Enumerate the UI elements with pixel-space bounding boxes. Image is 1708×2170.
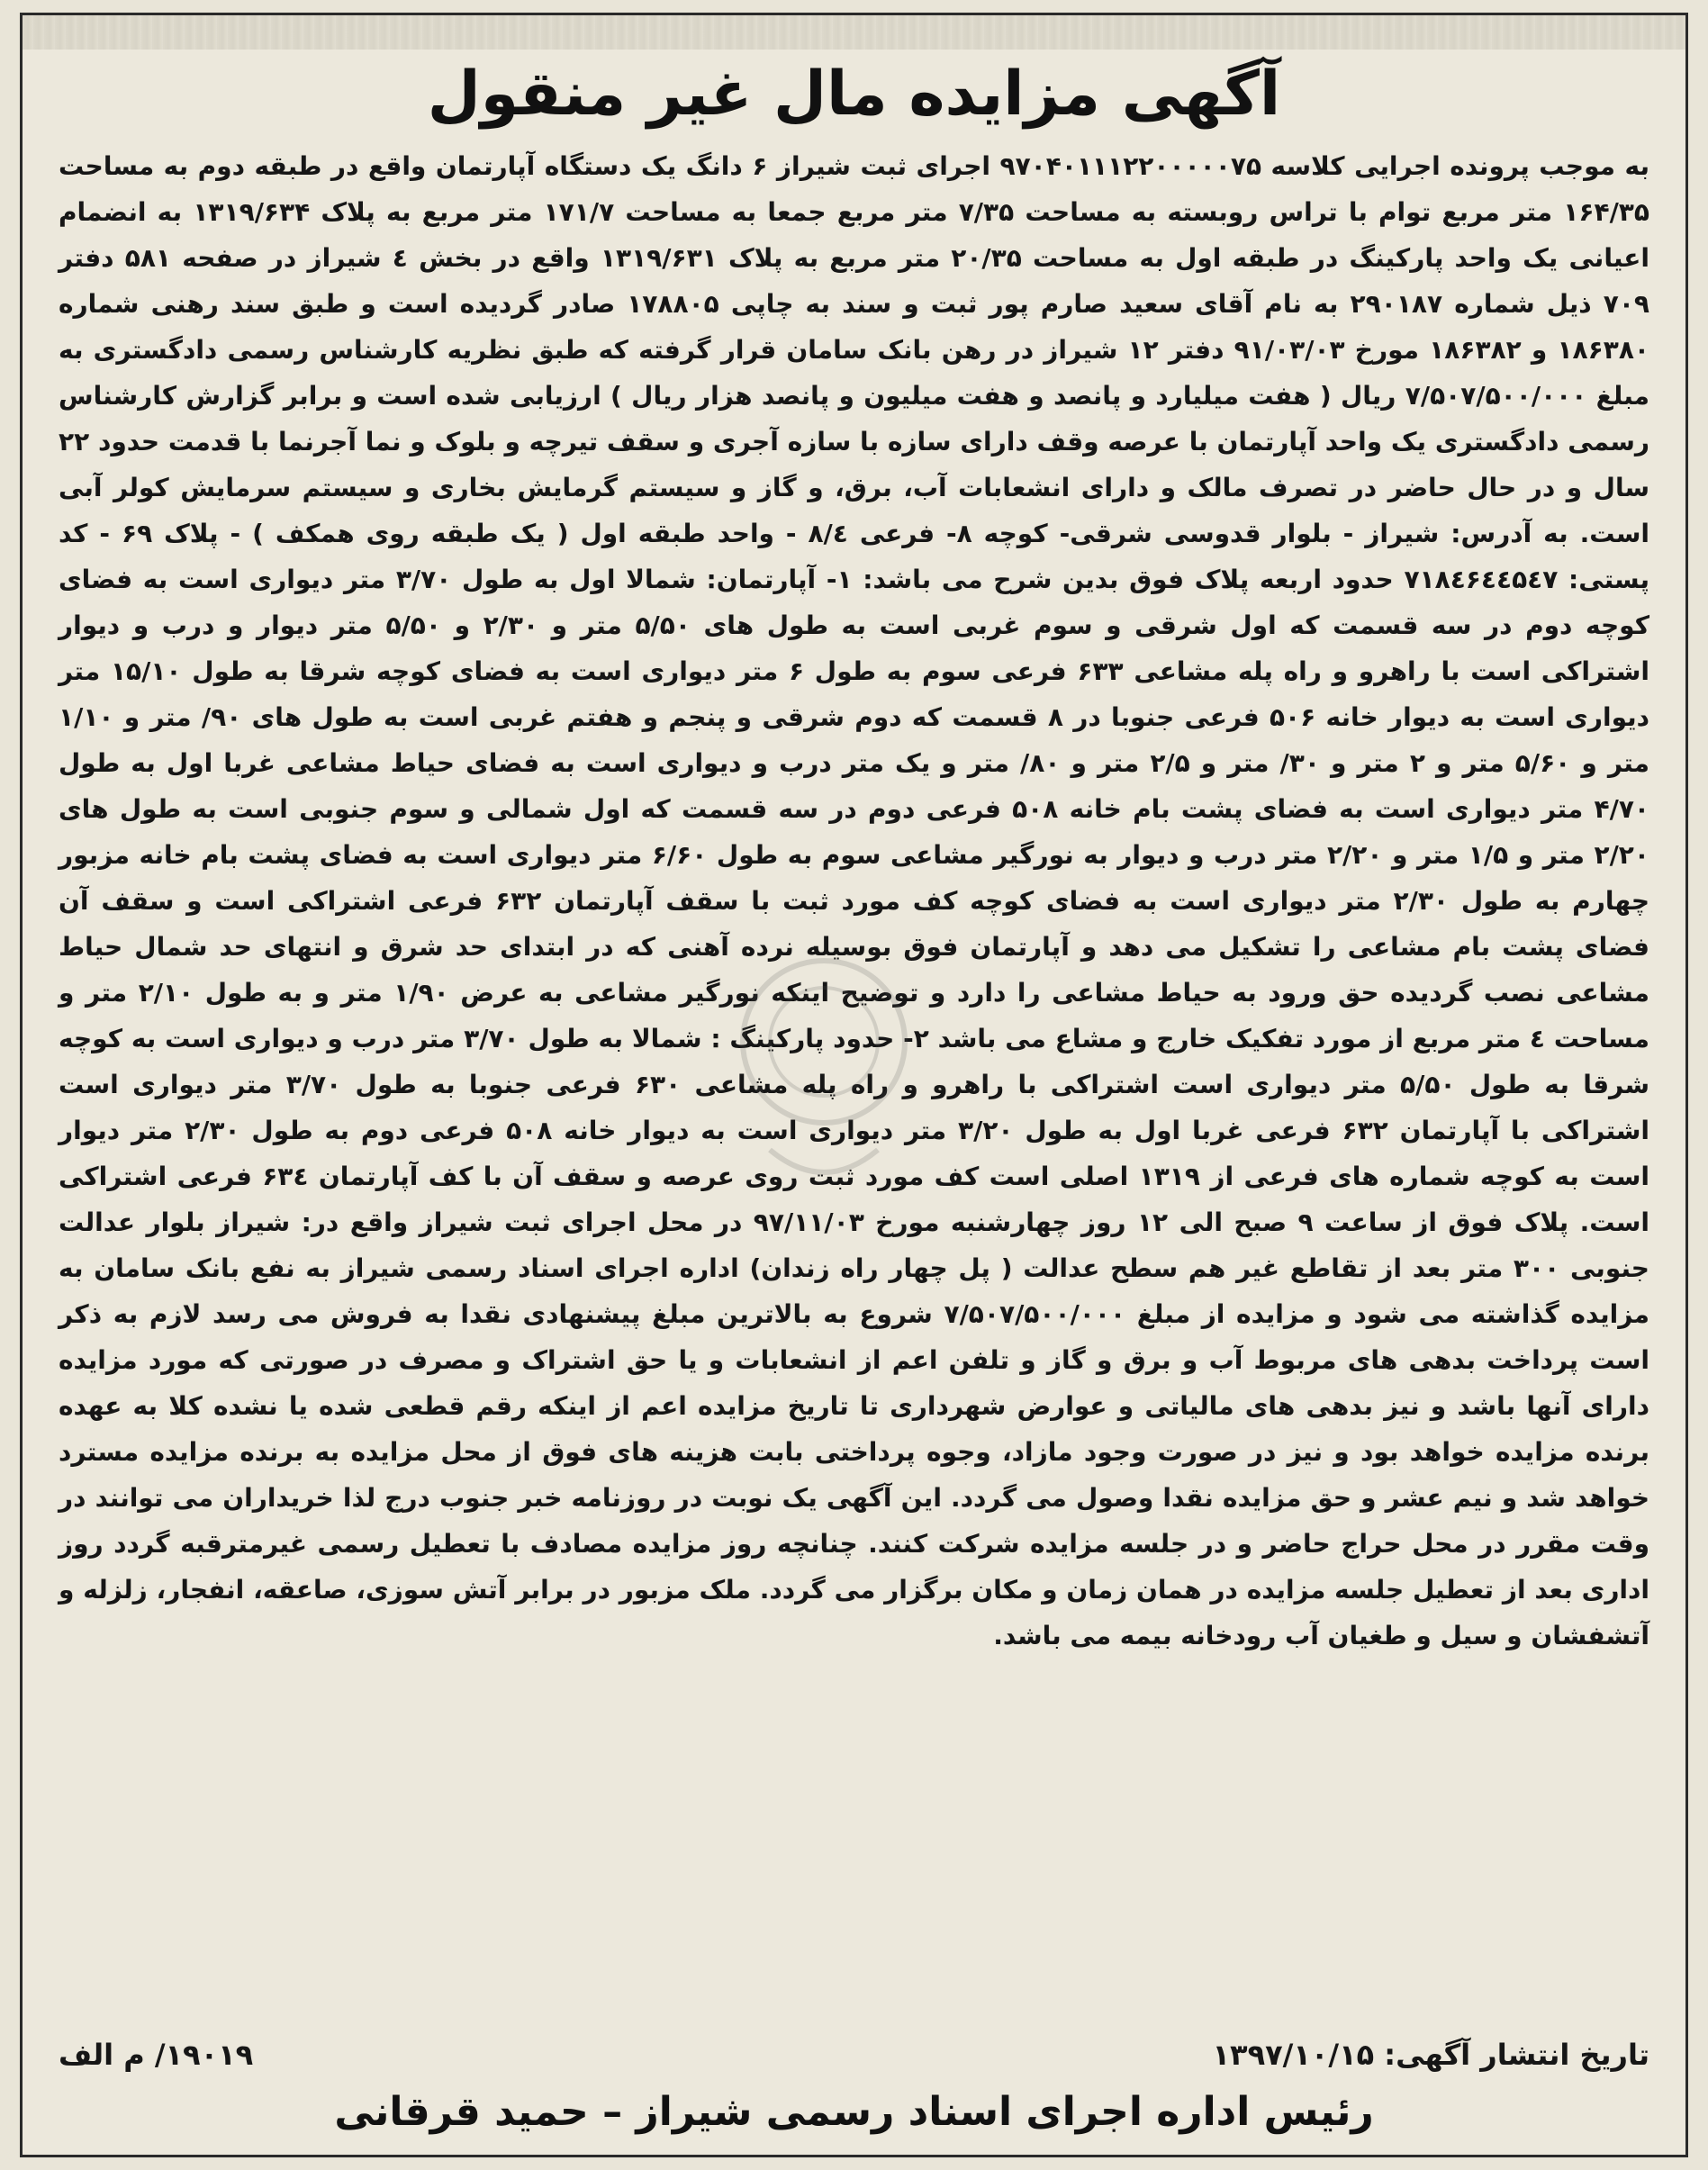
publish-date: تاریخ انتشار آگهی: ۱۳۹۷/۱۰/۱۵	[1212, 2038, 1649, 2072]
top-strip	[23, 15, 1685, 50]
reference-number: ۱۹۰۱۹/ م الف	[59, 2038, 254, 2072]
notice-body	[59, 143, 1649, 1659]
notice-title: آگهی مزایده مال غیر منقول	[427, 59, 1281, 130]
signature-line: رئیس اداره اجرای اسناد رسمی شیراز – حمید قرقانی	[334, 2089, 1374, 2135]
notice-body-text: به موجب پرونده اجرایی کلاسه ۹۷۰۴۰۱۱۱۲۲۰۰۰۰۰۷۵ اجرای ثبت شیراز ۶ دانگ یک دستگاه آپارتمان واقع در طبقه دوم به مساحت ۱۶۴/۳۵ متر مربع توام با تراس روبسته به مساحت ۷/۳۵ متر مربع جمعا به مساحت ۱۷۱/۷ متر مربع به پلاک ۱۳۱۹/۶۳۴ به انضمام اعیانی یک واحد پارکینگ در طبقه اول به مساحت ۲۰/۳۵ متر مربع به پلاک ۱۳۱۹/۶۳۱ واقع در بخش ٤ شیراز در صفحه ۵۸۱ دفتر ۷۰۹ ذیل شماره ۲۹۰۱۸۷ به نام آقای سعید صارم پور ثبت و سند به چاپی ۱۷۸۸۰۵ صادر گردیده است و طبق سند رهنی شماره ۱۸۶۳۸۰ و ۱۸۶۳۸۲ مورخ ۹۱/۰۳/۰۳ دفتر ۱۲ شیراز در رهن بانک سامان قرار گرفته که طبق نظریه کارشناس رسمی دادگستری به مبلغ ۷/۵۰۷/۵۰۰/۰۰۰ ریال ( هفت میلیارد و پانصد و هفت میلیون و پانصد هزار ریال ) ارزیابی شده است و برابر گزارش کارشناس رسمی دادگستری یک واحد آپارتمان با عرصه وقف دارای سازه با سازه آجری و سقف تیرچه و بلوک و نما آجرنما با قدمت حدود ۲۲ سال و در حال حاضر در تصرف مالک و دارای انشعابات آب، برق، و گاز و سیستم گرمایش بخاری و سیستم سرمایش کولر آبی است. به آدرس: شیراز - بلوار قدوسی شرقی- کوچه ۸- فرعی ۸/٤ - واحد طبقه اول ( یک طبقه روی همکف ) - پلاک ۶۹ - کد پستی: ۷۱۸٤۶٤٤۵٤۷ حدود اربعه پلاک فوق بدین شرح می باشد: ۱- آپارتمان: شمالا اول به طول ۳/۷۰ متر دیواری است به فضای کوچه دوم در سه قسمت که اول شرقی و سوم غربی است به طول های ۵/۵۰ متر و ۲/۳۰ و ۵/۵۰ متر دیوار و درب و دیوار اشتراکی است با راهرو و راه پله مشاعی ۶۳۳ فرعی سوم به طول ۶ متر دیواری است به فضای کوچه شرقا به طول ۱۵/۱۰ متر دیواری است به دیوار خانه ۵۰۶ فرعی جنوبا در ۸ قسمت که دوم شرقی و پنجم و هفتم غربی است به طول های ۹۰/ متر و ۱/۱۰ متر و ۵/۶۰ متر و ۲ متر و ۳۰/ متر و ۲/۵ متر و ۸۰/ متر و یک متر درب و دیواری است به فضای حیاط مشاعی غربا اول به طول ۴/۷۰ متر دیواری است به فضای پشت بام خانه ۵۰۸ فرعی دوم در سه قسمت که اول شمالی و سوم جنوبی است به طول های ۲/۲۰ متر و ۱/۵ متر و ۲/۲۰ متر درب و دیوار به نورگیر مشاعی سوم به طول ۶/۶۰ متر دیواری است به فضای پشت بام خانه مزبور چهارم به طول ۲/۳۰ متر دیواری است به فضای کوچه کف مورد ثبت با سقف آپارتمان ۶۳۲ فرعی اشتراکی است و سقف آن فضای پشت بام مشاعی را تشکیل می دهد و آپارتمان فوق بوسیله نرده آهنی که در ابتدای حد شرق و انتهای حد شمال حیاط مشاعی نصب گردیده حق ورود به حیاط مشاعی را دارد و توضیح اینکه نورگیر مشاعی به عرض ۱/۹۰ متر و به طول ۲/۱۰ متر و مساحت ٤ متر مربع از مورد تفکیک خارج و مشاع می باشد ۲- حدود پارکینگ : شمالا به طول ۳/۷۰ متر درب و دیواری است به کوچه شرقا به طول ۵/۵۰ متر دیواری است اشتراکی با راهرو و راه پله مشاعی ۶۳۰ فرعی جنوبا به طول ۳/۷۰ متر دیواری است اشتراکی با آپارتمان ۶۳۲ فرعی غربا اول به طول ۳/۲۰ متر دیواری است به دیوار خانه ۵۰۸ فرعی دوم به طول ۲/۳۰ متر دیوار است به کوچه شماره های فرعی از ۱۳۱۹ اصلی است کف مورد ثبت روی عرصه و سقف آن با کف آپارتمان ۶۳٤ فرعی اشتراکی است. پلاک فوق از ساعت ۹ صبح الی ۱۲ روز چهارشنبه مورخ ۹۷/۱۱/۰۳ در محل اجرای ثبت شیراز واقع در: شیراز بلوار عدالت جنوبی ۳۰۰ متر بعد از تقاطع غیر هم سطح عدالت ( پل چهار راه زندان) اداره اجرای اسناد رسمی شیراز به نفع بانک سامان به مزایده گذاشته می شود و مزایده از مبلغ ۷/۵۰۷/۵۰۰/۰۰۰ شروع به بالاترین مبلغ پیشنهادی نقدا به فروش می رسد لازم به ذکر است پرداخت بدهی های مربوط آب و برق و گاز و تلفن اعم از انشعابات و یا حق اشتراک و مصرف در صورتی که مورد مزایده دارای آنها باشد و نیز بدهی های مالیاتی و عوارض شهرداری تا تاریخ مزایده اعم از اینکه رقم قطعی شده یا نشده کلا به عهده برنده مزایده خواهد بود و نیز در صورت وجود مازاد، وجوه پرداختی بابت هزینه های فوق از محل مزایده به برنده مزایده مسترد خواهد شد و نیم عشر و حق مزایده نقدا وصول می گردد. این آگهی یک نوبت در روزنامه خبر جنوب درج لذا خریداران می توانند در وقت مقرر در محل حراج حاضر و در جلسه مزایده شرکت کنند. چنانچه روز مزایده مصادف با تعطیل رسمی غیرمترقبه گردد روز اداری بعد از تعطیل جلسه مزایده در همان زمان و مکان برگزار می گردد. ملک مزبور در برابر آتش سوزی، صاعقه، انفجار، زلزله و آتشفشان و سیل و طغیان آب رودخانه بیمه می باشد.	[59, 151, 1650, 1650]
footer-row	[59, 2030, 1649, 2079]
notice-page	[20, 13, 1688, 2157]
